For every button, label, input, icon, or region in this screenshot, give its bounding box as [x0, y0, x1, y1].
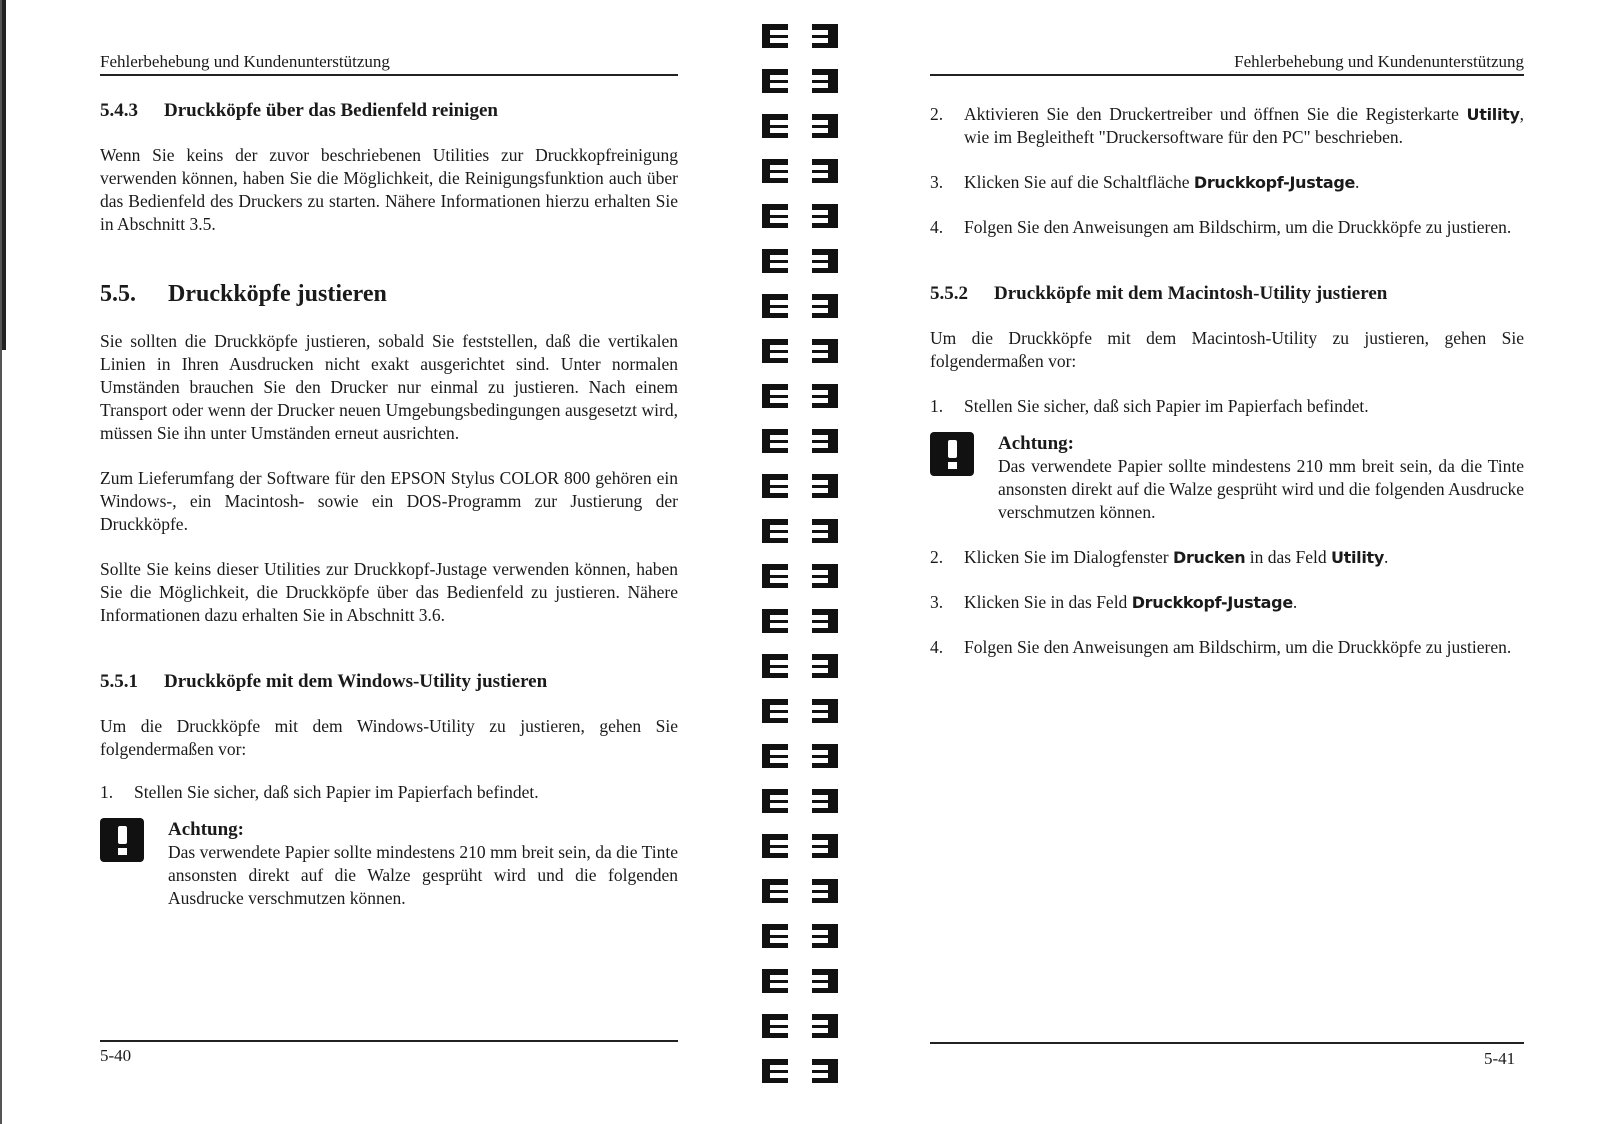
- list-number: 4.: [930, 217, 944, 237]
- section-heading-5-5-1: [100, 671, 678, 693]
- section-title: Druckköpfe mit dem Windows-Utility justieren: [164, 671, 548, 692]
- list-number: 1.: [930, 396, 944, 416]
- ui-term: Utility: [1466, 105, 1520, 124]
- note-title: Achtung:: [168, 819, 245, 840]
- binding-coil: [762, 922, 842, 952]
- binding-coil: [762, 1012, 842, 1042]
- binding-coil: [762, 202, 842, 232]
- section-number: 5.5.2: [930, 283, 968, 304]
- binding-coil: [762, 247, 842, 277]
- binding-coil: [762, 967, 842, 997]
- binding-coil: [762, 337, 842, 367]
- page-number: 5-40: [100, 1046, 132, 1065]
- note-text: Das verwendete Papier sollte mindestens 210 mm breit sein, da die Tinte ansonsten direkt auf die Walze gesprüht wird und die folgenden Ausdrucke verschmutzen können.: [168, 842, 678, 908]
- list-text: Stellen Sie sicher, daß sich Papier im Papierfach befindet.: [134, 782, 539, 802]
- ui-term: Utility: [1330, 548, 1385, 567]
- binding-coil: [762, 67, 842, 97]
- section-title: Druckköpfe justieren: [168, 281, 387, 307]
- binding-coil: [762, 652, 842, 682]
- list-item: [930, 546, 1524, 569]
- binding-coil: [762, 427, 842, 457]
- right-page: [930, 0, 1570, 1124]
- binding-coil: [762, 157, 842, 187]
- binding-coil: [762, 112, 842, 142]
- list-number: 2.: [930, 547, 944, 567]
- section-title: Druckköpfe über das Bedienfeld reinigen: [164, 100, 498, 121]
- binding-coil: [762, 742, 842, 772]
- section-number: 5.5.1: [100, 671, 138, 692]
- list-text: Klicken Sie im Dialogfenster Drucken in das Feld Utility.: [964, 547, 1389, 567]
- caution-note: [100, 818, 678, 910]
- list-item: [930, 216, 1524, 239]
- list-item: [930, 636, 1524, 659]
- list-item: [930, 591, 1524, 614]
- section-number: 5.5.: [100, 281, 136, 307]
- ui-term: Druckkopf-Justage: [1131, 593, 1293, 612]
- list-number: 4.: [930, 637, 944, 657]
- binding-coil: [762, 382, 842, 412]
- list-text: Stellen Sie sicher, daß sich Papier im Papierfach befindet.: [964, 396, 1369, 416]
- binding-coil: [762, 22, 842, 52]
- list-text: Klicken Sie auf die Schaltfläche Druckkopf-Justage.: [964, 172, 1360, 192]
- ui-term: Drucken: [1172, 548, 1246, 567]
- list-number: 2.: [930, 104, 944, 124]
- binding-coil: [762, 607, 842, 637]
- section-heading-5-5-2: [930, 283, 1524, 305]
- section-title: Druckköpfe mit dem Macintosh-Utility justieren: [994, 283, 1388, 304]
- binding-coil: [762, 787, 842, 817]
- note-body: [998, 432, 1524, 524]
- footer-rule: [930, 1042, 1524, 1044]
- list-number: 1.: [100, 782, 114, 802]
- list-text: Klicken Sie in das Feld Druckkopf-Justage.: [964, 592, 1298, 612]
- note-text: Das verwendete Papier sollte mindestens 210 mm breit sein, da die Tinte ansonsten direkt auf die Walze gesprüht wird und die folgenden Ausdrucke verschmutzen können.: [998, 456, 1524, 522]
- binding-coil: [762, 292, 842, 322]
- paragraph: Wenn Sie keins der zuvor beschriebenen Utilities zur Druckkopfreinigung verwenden können, haben Sie die Möglichkeit, die Reinigungsfunktion auch über das Bedienfeld des Druckers zu starten. Nähere Informationen hierzu erhalten Sie in Abschnitt 3.5.: [100, 145, 678, 234]
- running-header: Fehlerbehebung und Kundenunterstützung: [100, 52, 678, 76]
- section-heading-5-5: [100, 281, 678, 308]
- list-item: [930, 103, 1524, 149]
- paragraph: Sie sollten die Druckköpfe justieren, sobald Sie feststellen, daß die vertikalen Linien in Ihren Ausdrucken nicht exakt ausgerichtet sind. Unter normalen Umständen brauchen Sie den Drucker nur einmal zu justieren. Nach einem Transport oder wenn der Drucker neuen Umgebungsbedingungen ausgesetzt wird, müssen Sie ihn unter Umständen erneut ausrichten.: [100, 331, 678, 443]
- left-page: [0, 0, 700, 1124]
- binding-coil: [762, 562, 842, 592]
- caution-note: [930, 432, 1524, 524]
- paragraph: Sollte Sie keins dieser Utilities zur Druckkopf-Justage verwenden können, haben Sie die Möglichkeit, die Druckköpfe über das Bedienfeld zu justieren. Nähere Informationen dazu erhalten Sie in Abschnitt 3.6.: [100, 559, 678, 625]
- list-item: [930, 171, 1524, 194]
- ui-term: Druckkopf-Justage: [1193, 173, 1356, 192]
- spiral-binding: [762, 22, 842, 1102]
- section-heading-5-4-3: [100, 100, 678, 122]
- list-text: Aktivieren Sie den Druckertreiber und öffnen Sie die Registerkarte Utility, wie im Begleitheft "Druckersoftware für den PC" beschrieben.: [964, 104, 1524, 147]
- binding-coil: [762, 472, 842, 502]
- caution-exclamation-icon: [100, 818, 168, 910]
- binding-coil: [762, 517, 842, 547]
- list-text: Folgen Sie den Anweisungen am Bildschirm, um die Druckköpfe zu justieren.: [964, 217, 1512, 237]
- list-item: [100, 781, 678, 804]
- note-title: Achtung:: [998, 433, 1075, 454]
- running-header: Fehlerbehebung und Kundenunterstützung: [930, 52, 1524, 76]
- binding-coil: [762, 697, 842, 727]
- paragraph: Zum Lieferumfang der Software für den EPSON Stylus COLOR 800 gehören ein Windows-, ein Macintosh- sowie ein DOS-Programm zur Justierung der Druckköpfe.: [100, 468, 678, 534]
- footer-rule: [100, 1040, 678, 1042]
- page-number: 5-41: [1484, 1049, 1516, 1068]
- binding-coil: [762, 877, 842, 907]
- section-number: 5.4.3: [100, 100, 138, 121]
- left-content: [100, 100, 678, 910]
- paragraph: Um die Druckköpfe mit dem Macintosh-Utility zu justieren, gehen Sie folgendermaßen vor:: [930, 328, 1524, 371]
- caution-exclamation-icon: [930, 432, 998, 524]
- list-number: 3.: [930, 172, 944, 192]
- paragraph: Um die Druckköpfe mit dem Windows-Utility zu justieren, gehen Sie folgendermaßen vor:: [100, 716, 678, 759]
- list-number: 3.: [930, 592, 944, 612]
- list-text: Folgen Sie den Anweisungen am Bildschirm, um die Druckköpfe zu justieren.: [964, 637, 1512, 657]
- right-content: [930, 103, 1524, 659]
- note-body: [168, 818, 678, 910]
- binding-coil: [762, 832, 842, 862]
- list-item: [930, 395, 1524, 418]
- binding-coil: [762, 1057, 842, 1087]
